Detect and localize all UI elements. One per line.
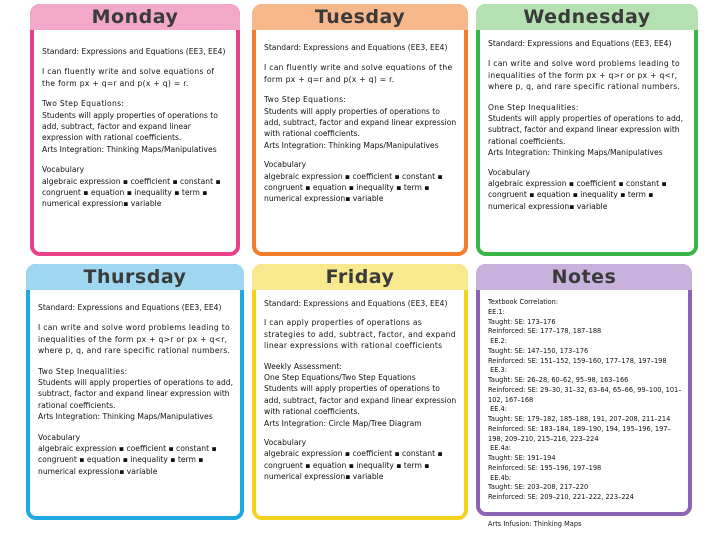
friday-standard: Standard: Expressions and Equations (EE3, EE4) xyxy=(264,299,448,308)
monday-vocab-label: Vocabulary xyxy=(42,165,85,175)
tuesday-header: Tuesday xyxy=(252,4,468,30)
thursday-vocab-label: Vocabulary xyxy=(38,432,81,442)
thursday-objective: I can write and solve word problems leading to inequalities of the form px + q>r or px + q<r, where p, q, and rare specific rational numbers. xyxy=(38,323,231,356)
tuesday-arts: Arts Integration: Thinking Maps/Manipulatives xyxy=(264,140,439,150)
tuesday-objective: I can fluently write and solve equations of the form px + q=r and p(x + q) = r. xyxy=(264,63,453,84)
notes-line: Taught: SE: 26–28, 60–62, 95–98, 163–166 xyxy=(488,376,629,384)
notes-line: EE.1: xyxy=(488,307,505,316)
monday-header: Monday xyxy=(30,4,240,30)
tuesday-topic: Two Step Equations: xyxy=(264,95,347,105)
thursday-standard: Standard: Expressions and Equations (EE3, EE4) xyxy=(38,303,222,312)
tuesday-description: Students will apply properties of operations to add, subtract, factor and expand linear expression with rational coefficients. xyxy=(264,106,457,139)
wednesday-vocab-label: Vocabulary xyxy=(488,167,531,177)
monday-description: Students will apply properties of operations to add, subtract, factor and expand linear expression with rational coefficients. xyxy=(42,110,218,143)
friday-assessment: Weekly Assessment: xyxy=(264,361,342,371)
notes-line: Taught: SE: 147–150, 173–176 xyxy=(488,346,589,355)
notes-line: Taught: SE: 179–182, 185–188, 191, 207–208, 211–214 xyxy=(488,415,671,423)
tuesday-card xyxy=(252,4,468,256)
friday-body xyxy=(264,298,458,512)
wednesday-arts: Arts Integration: Thinking Maps/Manipulatives xyxy=(488,148,663,158)
friday-header: Friday xyxy=(252,264,468,290)
notes-line: Taught: SE: 173–176 xyxy=(488,317,556,326)
notes-line: Textbook Correlation: xyxy=(488,298,559,306)
friday-vocab-label: Vocabulary xyxy=(264,437,307,447)
notes-line: Reinforced: SE: 209–210, 221–222, 223–224 xyxy=(488,493,634,501)
thursday-vocab: algebraic expression ▪ coefficient ▪ constant ▪ congruent ▪ equation ▪ inequality ▪ term ▪ numerical expression▪ variable xyxy=(38,443,217,476)
monday-objective: I can fluently write and solve equations of the form px + q=r and p(x + q) = r. xyxy=(42,67,215,88)
notes-line: Reinforced: SE: 195–196, 197–198 xyxy=(488,463,602,472)
wednesday-objective: I can write and solve word problems leading to inequalities of the form px + q>r or px + q<r, where p, q, and rare specific rational numbers. xyxy=(488,59,681,92)
monday-arts: Arts Integration: Thinking Maps/Manipulatives xyxy=(42,144,217,154)
wednesday-card xyxy=(476,4,698,256)
notes-card xyxy=(476,264,692,516)
notes-line: Taught: SE: 203–208, 217–220 xyxy=(488,483,589,492)
notes-line: EE.4a: xyxy=(488,444,511,453)
friday-arts: Arts Integration: Circle Map/Tree Diagram xyxy=(264,418,422,428)
tuesday-body xyxy=(264,38,458,248)
notes-line: EE.4b: xyxy=(488,473,512,482)
wednesday-description: Students will apply properties of operations to add, subtract, factor and expand linear expression with rational coefficients. xyxy=(488,113,684,146)
notes-line: Taught: SE: 191–194 xyxy=(488,454,556,462)
notes-line: Reinforced: SE: 177–178, 187–188 xyxy=(488,327,602,336)
arts-infusion-note: Arts Infusion: Thinking Maps xyxy=(488,520,582,528)
tuesday-standard: Standard: Expressions and Equations (EE3, EE4) xyxy=(264,43,448,52)
tuesday-vocab: algebraic expression ▪ coefficient ▪ constant ▪ congruent ▪ equation ▪ inequality ▪ term ▪ numerical expression▪ variable xyxy=(264,171,443,204)
thursday-body xyxy=(38,298,234,512)
notes-header: Notes xyxy=(476,264,692,290)
notes-body xyxy=(488,298,682,508)
notes-line: Reinforced: SE: 29–30, 31–32, 63–64, 65–66, 99–100, 101–102, 167–168 xyxy=(488,385,682,404)
monday-standard: Standard: Expressions and Equations (EE3, EE4) xyxy=(42,47,226,56)
wednesday-vocab: algebraic expression ▪ coefficient ▪ constant ▪ congruent ▪ equation ▪ inequality ▪ term ▪ numerical expression▪ variable xyxy=(488,178,667,211)
thursday-card xyxy=(26,264,244,520)
notes-line: Reinforced: SE: 151–152, 159–160, 177–178, 197–198 xyxy=(488,356,667,365)
notes-line: Reinforced: SE: 183–184, 189–190, 194, 195–196, 197–198, 209–210, 215–216, 223–224 xyxy=(488,424,671,443)
notes-line: EE.2: xyxy=(488,337,507,345)
thursday-topic: Two Step Inequalities: xyxy=(38,366,128,376)
notes-line: EE.4: xyxy=(488,405,507,414)
friday-vocab: algebraic expression ▪ coefficient ▪ constant ▪ congruent ▪ equation ▪ inequality ▪ term ▪ numerical expression▪ variable xyxy=(264,449,443,482)
wednesday-header: Wednesday xyxy=(476,4,698,30)
monday-vocab: algebraic expression ▪ coefficient ▪ constant ▪ congruent ▪ equation ▪ inequality ▪ term ▪ numerical expression▪ variable xyxy=(42,176,221,209)
wednesday-body xyxy=(488,38,688,248)
monday-topic: Two Step Equations: xyxy=(42,99,125,109)
thursday-header: Thursday xyxy=(26,264,244,290)
notes-line: EE.3: xyxy=(488,366,507,375)
friday-topic: One Step Equations/Two Step Equations xyxy=(264,372,416,382)
friday-description: Students will apply properties of operations to add, subtract, factor and expand linear expression with rational coefficients. xyxy=(264,384,457,417)
thursday-arts: Arts Integration: Thinking Maps/Manipulatives xyxy=(38,412,213,422)
wednesday-topic: One Step Inequalities: xyxy=(488,102,579,112)
monday-card xyxy=(30,4,240,256)
tuesday-vocab-label: Vocabulary xyxy=(264,160,307,170)
thursday-description: Students will apply properties of operations to add, subtract, factor and expand linear expression with rational coefficients. xyxy=(38,377,234,410)
monday-body xyxy=(42,38,230,248)
friday-card xyxy=(252,264,468,520)
wednesday-standard: Standard: Expressions and Equations (EE3, EE4) xyxy=(488,39,672,48)
friday-objective: I can apply properties of operations as strategies to add, subtract, factor, and expand linear expressions with rational coefficients xyxy=(264,318,456,351)
